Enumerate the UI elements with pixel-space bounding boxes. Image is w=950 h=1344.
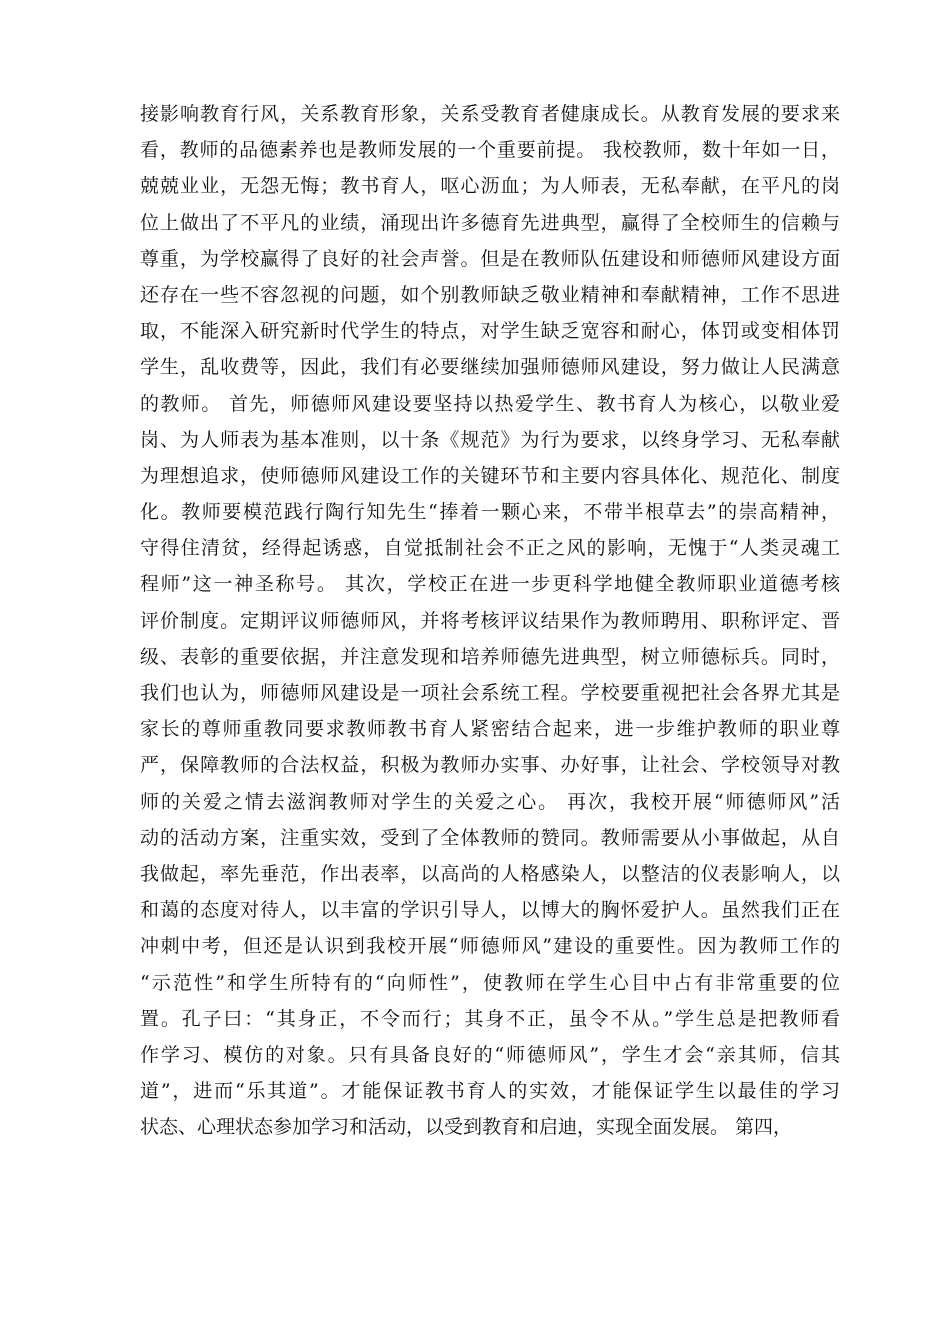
text-line: 岗、为人师表为基本准则，以十条《规范》为行为要求，以终身学习、无私奉献 — [140, 428, 840, 451]
text-line: 和蔼的态度对待人，以丰富的学识引导人，以博大的胸怀爱护人。虽然我们正在 — [140, 899, 840, 922]
text-line: 的教师。 首先，师德师风建设要坚持以热爱学生、教书育人为核心，以敬业爱 — [140, 392, 840, 415]
text-line: 师的关爱之情去滋润教师对学生的关爱之心。 再次，我校开展“师德师风”活 — [140, 790, 840, 813]
text-line: 接影响教育行风，关系教育形象，关系受教育者健康成长。从教育发展的要求来 — [140, 103, 840, 125]
text-line: 家长的尊师重教同要求教师教书育人紧密结合起来，进一步维护教师的职业尊 — [140, 718, 840, 741]
body-text — [140, 96, 840, 1145]
text-line: 我做起，率先垂范，作出表率，以高尚的人格感染人，以整洁的仪表影响人，以 — [140, 862, 840, 885]
text-line: 程师”这一神圣称号。 其次，学校正在进一步更科学地健全教师职业道德考核 — [140, 573, 840, 596]
text-line: 看，教师的品德素养也是教师发展的一个重要前提。 我校教师，数十年如一日， — [140, 139, 840, 162]
text-line: 还存在一些不容忽视的问题，如个别教师缺乏敬业精神和奉献精神，工作不思进 — [140, 283, 840, 306]
text-line: 为理想追求，使师德师风建设工作的关键环节和主要内容具体化、规范化、制度 — [140, 464, 840, 487]
text-line: 冲刺中考，但还是认识到我校开展“师德师风”建设的重要性。因为教师工作的 — [140, 935, 840, 958]
text-line: 守得住清贫，经得起诱惑，自觉抵制社会不正之风的影响，无愧于“人类灵魂工 — [140, 537, 840, 560]
text-line: 学生，乱收费等，因此，我们有必要继续加强师德师风建设，努力做让人民满意 — [140, 356, 840, 379]
text-line: 位上做出了不平凡的业绩，涌现出许多德育先进典型，赢得了全校师生的信赖与 — [140, 211, 840, 234]
text-line: 取，不能深入研究新时代学生的特点，对学生缺乏宽容和耐心，体罚或变相体罚 — [140, 320, 840, 343]
text-line: 我们也认为，师德师风建设是一项社会系统工程。学校要重视把社会各界尤其是 — [140, 682, 840, 704]
text-line: 状态、心理状态参加学习和活动，以受到教育和启迪，实现全面发展。 第四， — [140, 1116, 793, 1139]
text-line: 道”，进而“乐其道”。才能保证教书育人的实效，才能保证学生以最佳的学习 — [140, 1080, 840, 1103]
text-line: 评价制度。定期评议师德师风，并将考核评议结果作为教师聘用、职称评定、晋 — [140, 609, 840, 632]
text-line: 严，保障教师的合法权益，积极为教师办实事、办好事，让社会、学校领导对教 — [140, 754, 840, 777]
text-line: 动的活动方案，注重实效，受到了全体教师的赞同。教师需要从小事做起，从自 — [140, 826, 840, 849]
text-line: “示范性”和学生所特有的“向师性”，使教师在学生心目中占有非常重要的位 — [140, 971, 840, 994]
text-line: 兢兢业业，无怨无悔；教书育人，呕心沥血；为人师表，无私奉献，在平凡的岗 — [140, 175, 840, 198]
text-line: 尊重，为学校赢得了良好的社会声誉。但是在教师队伍建设和师德师风建设方面 — [140, 247, 840, 270]
text-line: 作学习、模仿的对象。只有具备良好的“师德师风”，学生才会“亲其师，信其 — [140, 1043, 840, 1066]
text-line: 级、表彰的重要依据，并注意发现和培养师德先进典型，树立师德标兵。同时， — [140, 645, 840, 668]
text-line: 化。教师要模范践行陶行知先生“捧着一颗心来，不带半根草去”的崇高精神， — [140, 501, 840, 524]
text-line: 置。孔子曰：“其身正，不令而行；其身不正，虽令不从。”学生总是把教师看 — [140, 1007, 840, 1030]
